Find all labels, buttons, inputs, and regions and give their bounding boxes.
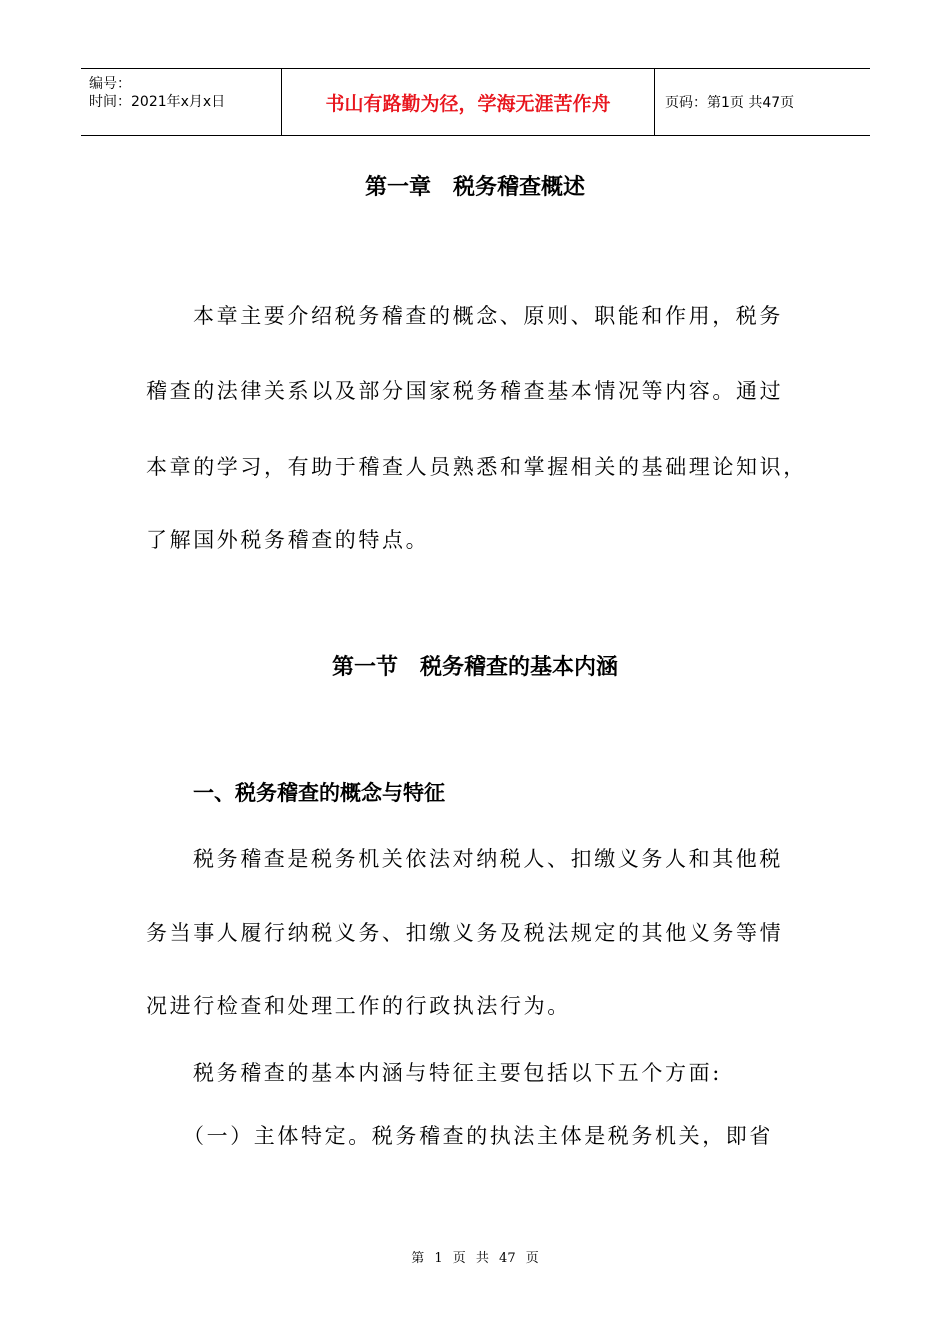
intro-line: 了解国外税务稽查的特点。 — [146, 528, 430, 552]
header-motto: 书山有路勤为径，学海无涯苦作舟 — [325, 92, 611, 115]
body-line: 税务稽查的基本内涵与特征主要包括以下五个方面: — [193, 1061, 722, 1085]
header-page-info: 页码：第1页 共47页 — [665, 95, 795, 111]
intro-line: 稽查的法律关系以及部分国家税务稽查基本情况等内容。通过 — [146, 379, 784, 403]
section-title: 第一节 税务稽查的基本内涵 — [331, 655, 618, 680]
page-header — [81, 68, 870, 136]
body-line: 税务稽查是税务机关依法对纳税人、扣缴义务人和其他税 — [193, 847, 783, 871]
intro-line: 本章主要介绍税务稽查的概念、原则、职能和作用，税务 — [193, 304, 783, 328]
body-line: 务当事人履行纳税义务、扣缴义务及税法规定的其他义务等情 — [146, 921, 784, 945]
body-line: 况进行检查和处理工作的行政执法行为。 — [146, 994, 571, 1018]
document-number-label: 编号： — [89, 76, 131, 92]
document-date-label: 时间：2021年x月x日 — [89, 94, 226, 110]
body-line: （一）主体特定。税务稽查的执法主体是税务机关，即省 — [183, 1124, 773, 1148]
intro-line: 本章的学习，有助于稽查人员熟悉和掌握相关的基础理论知识， — [146, 455, 807, 479]
header-motto-cell — [282, 69, 655, 135]
chapter-title: 第一章 税务稽查概述 — [364, 175, 585, 200]
subsection-title: 一、税务稽查的概念与特征 — [193, 781, 445, 805]
header-meta-cell — [81, 69, 282, 135]
header-page-cell — [655, 69, 870, 135]
page-footer: 第 1 页 共 47 页 — [411, 1251, 539, 1266]
